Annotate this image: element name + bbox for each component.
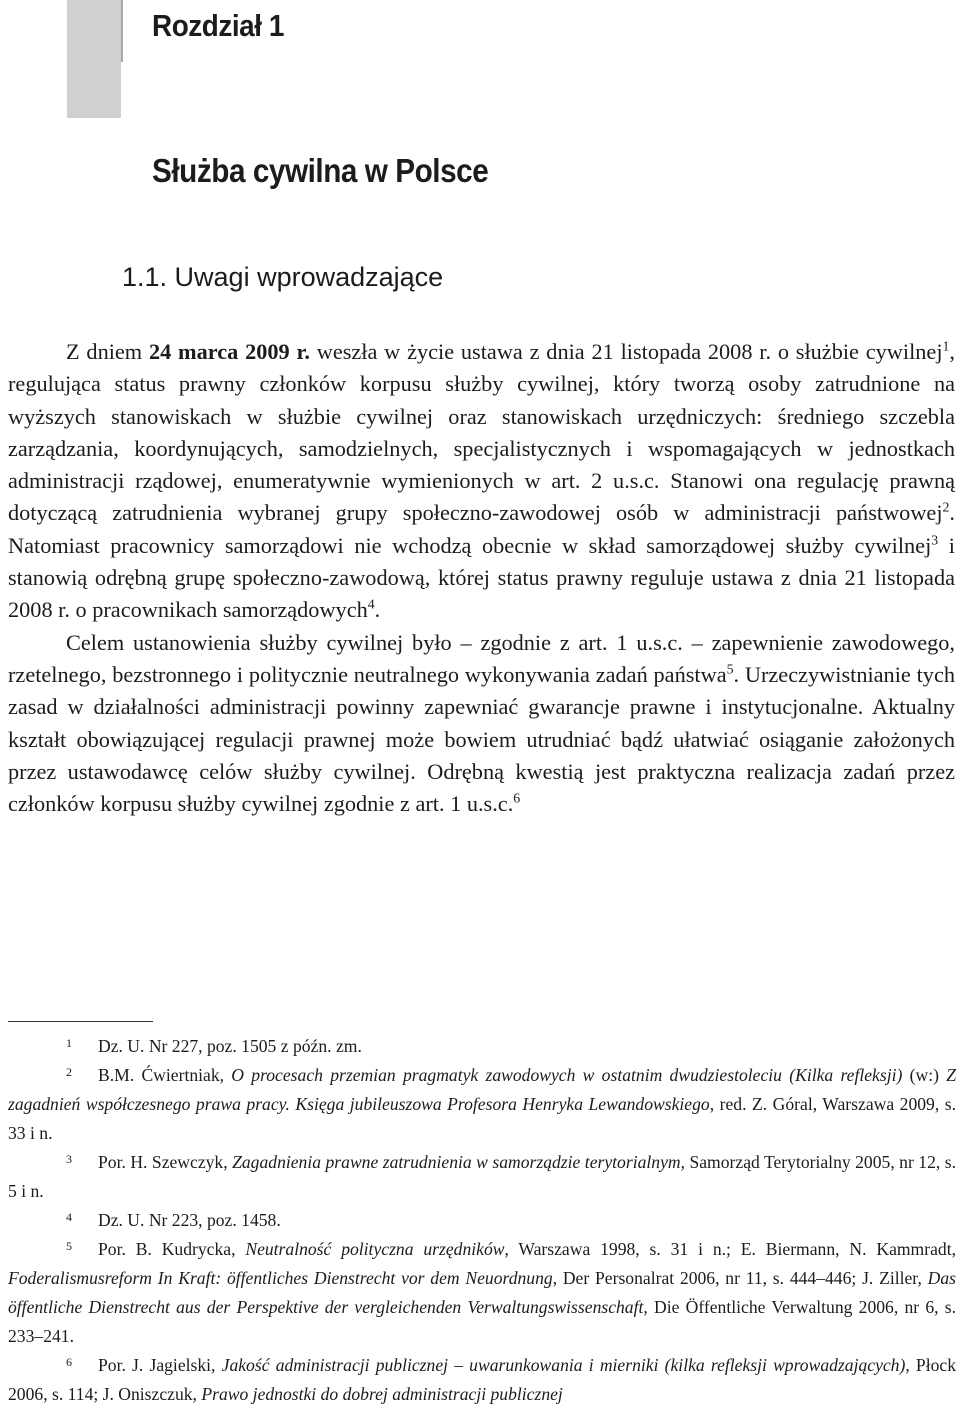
- chapter-title: Służba cywilna w Polsce: [152, 152, 489, 189]
- text-run: weszła w życie ustawa z dnia 21 listopada 2008 r. o służbie cywilnej: [309, 339, 943, 364]
- section-title: 1.1. Uwagi wprowadzające: [122, 262, 444, 292]
- footnote-text: , Der Personalrat 2006, nr 11, s. 444–446; J. Ziller,: [552, 1268, 928, 1288]
- footnote-text: , Samorząd Terytorialny 2005, nr 12, s. 5 i n.: [8, 1152, 957, 1201]
- footnote-3: 3 Por. H. Szewczyk, Zagadnienia prawne zatrudnienia w samorządzie terytorialnym, Samorząd Terytorialny 2005, nr 12, s. 5 i n.: [8, 1152, 957, 1201]
- footnote-title: Neutralność polityczna urzędników: [245, 1239, 505, 1259]
- footnote-1: 1 Dz. U. Nr 227, poz. 1505 z późn. zm.: [66, 1036, 362, 1056]
- footnote-text: Dz. U. Nr 223, poz. 1458.: [98, 1210, 281, 1230]
- footnote-ref[interactable]: 5: [726, 661, 734, 677]
- footnote-text: , Warszawa 1998, s. 31 i n.; E. Biermann, N. Kammradt,: [504, 1239, 956, 1259]
- footnote-text: Dz. U. Nr 227, poz. 1505 z późn. zm.: [98, 1036, 362, 1056]
- paragraph-2: [8, 627, 955, 821]
- text-run: , regulująca status prawny członków korpusu służby cywilnej, który tworzą osoby zatrudnione na wyższych stanowiskach w służbie cywilnej oraz stanowiskach urzędniczych: średniego szczebla zarządzania, koordynujących, samodzielnych, specjalistycznych i wspomagających w jednostkach administracji rządowej, enumeratywnie wymienionych w art. 2 u.s.c. Stanowi ona regulację prawną dotyczącą zatrudnienia wybranej grupy społeczno-zawodowej osób w administracji państwowej: [8, 339, 955, 526]
- footnote-ref[interactable]: 1: [942, 338, 950, 354]
- text-run: . Natomiast pracownicy samorządowi nie wchodzą obecnie w skład samorządowej służby cywilnej: [8, 500, 955, 558]
- footnote-text: Por. J. Jagielski,: [98, 1355, 222, 1375]
- footnote-title: Z zagadnień współczesnego prawa pracy. Księga jubileuszowa Profesora Henryka Lewandowskiego: [8, 1065, 957, 1114]
- footnote-text: , red. Z. Góral, Warszawa 2009, s. 33 i n.: [8, 1094, 956, 1143]
- footnote-title: Prawo jednostki do dobrej administracji publicznej: [201, 1384, 563, 1404]
- text-run: Z dniem: [66, 339, 149, 364]
- footnote-6: 6 Por. J. Jagielski, Jakość administracji publicznej – uwarunkowania i mierniki (kilka refleksji wprowadzających), Płock 2006, s. 114; J. Oniszczuk, Prawo jednostki do dobrej administracji publicznej: [8, 1355, 956, 1404]
- footnote-text: (w:): [902, 1065, 947, 1085]
- footnote-text: , Płock 2006, s. 114; J. Oniszczuk,: [8, 1355, 956, 1404]
- chapter-marker-block: [67, 0, 121, 118]
- footnote-title: Foderalismusreform In Kraft: öffentliches Dienstrecht vor dem Neuordnung: [8, 1268, 553, 1288]
- text-run: i stanowią odrębną grupę społeczno-zawodową, której status prawny reguluje ustawa z dnia 21 listopada 2008 r. o pracownikach samorządowych: [8, 532, 955, 623]
- footnote-title: O procesach przemian pragmatyk zawodowych w ostatnim dwudziestoleciu (Kilka refleksji): [231, 1065, 903, 1085]
- date-emphasis: 24 marca 2009 r.: [148, 339, 310, 364]
- footnote-ref[interactable]: 4: [367, 596, 375, 612]
- footnote-2: 2 B.M. Ćwiertniak, O procesach przemian pragmatyk zawodowych w ostatnim dwudziestoleciu (Kilka refleksji) (w:) Z zagadnień współczesnego prawa pracy. Księga jubileuszowa Profesora Henryka Lewandowskiego, red. Z. Góral, Warszawa 2009, s. 33 i n.: [8, 1065, 957, 1143]
- footnotes: [8, 1032, 956, 1409]
- chapter-marker-rule: [121, 0, 123, 62]
- footnote-separator: [8, 1021, 153, 1022]
- footnote-text: Por. H. Szewczyk,: [98, 1152, 233, 1172]
- text-run: Celem ustanowienia służby cywilnej było – zgodnie z art. 1 u.s.c. – zapewnienie zawodowego, rzetelnego, bezstronnego i politycznie neutralnego wykonywania zadań państwa: [8, 629, 955, 687]
- footnote-ref[interactable]: 3: [931, 532, 939, 548]
- body-text: [8, 336, 955, 820]
- footnote-title: Jakość administracji publicznej – uwarunkowania i mierniki (kilka refleksji wprowadzających): [221, 1355, 906, 1375]
- text-run: . Urzeczywistnianie tych zasad w działalności administracji powinny zapewniać gwarancje prawne i instytucjonalne. Aktualny kształt obowiązującej regulacji prawnej może bowiem utrudniać bądź ułatwiać osiąganie założonych przez ustawodawcę celów służby cywilnej. Odrębną kwestią jest praktyczna realizacja zadań przez członków korpusu służby cywilnej zgodnie z art. 1 u.s.c.: [8, 661, 955, 817]
- footnote-title: Zagadnienia prawne zatrudnienia w samorządzie terytorialnym: [232, 1152, 681, 1172]
- footnote-text: Por. B. Kudrycka,: [98, 1239, 246, 1259]
- paragraph-1: [8, 336, 955, 627]
- footnote-5: 5 Por. B. Kudrycka, Neutralność polityczna urzędników, Warszawa 1998, s. 31 i n.; E. Biermann, N. Kammradt, Foderalismusreform In Kraft: öffentliches Dienstrecht vor dem Neuordnung, Der Personalrat 2006, nr 11, s. 444–446; J. Ziller, Das öffentliche Dienstrecht aus der Perspektive der vergleichenden Verwaltungswissenschaft, Die Öffentliche Verwaltung 2006, nr 6, s. 233–241.: [8, 1239, 956, 1346]
- footnote-title: Das öffentliche Dienstrecht aus der Perspektive der vergleichenden Verwaltungswissenschaft: [8, 1268, 956, 1317]
- footnote-4: 4 Dz. U. Nr 223, poz. 1458.: [66, 1210, 281, 1230]
- footnote-ref[interactable]: 2: [942, 500, 950, 516]
- footnote-text: B.M. Ćwiertniak,: [98, 1065, 232, 1085]
- chapter-label: Rozdział 1: [152, 8, 284, 43]
- footnote-ref[interactable]: 6: [513, 790, 521, 806]
- text-run: .: [374, 597, 381, 623]
- footnote-text: , Die Öffentliche Verwaltung 2006, nr 6, s. 233–241.: [8, 1297, 956, 1346]
